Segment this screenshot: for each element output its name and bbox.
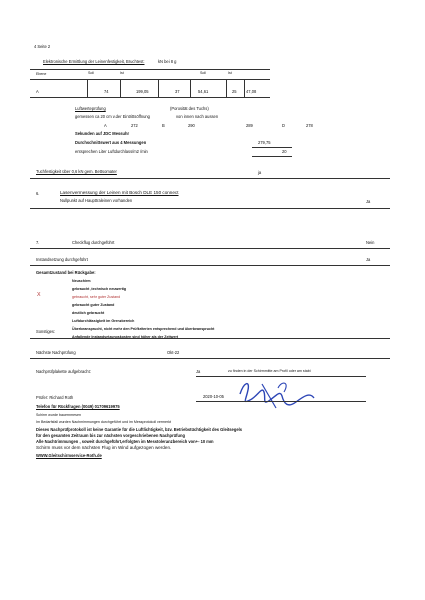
porositaet-label: (Porosität des Tuchs) xyxy=(170,106,209,111)
divider xyxy=(244,79,245,97)
entsprechen-value: 20 xyxy=(282,149,287,154)
selected-mark: X xyxy=(37,292,41,298)
gemessen-label-2: von innen nach aussen xyxy=(176,114,219,119)
instandsetzung-value: Ja xyxy=(366,257,371,262)
tuchfestigkeit-value: ja xyxy=(258,170,262,175)
section5-title-suffix: kN bei 8 g xyxy=(158,59,177,64)
section6-value: Ja xyxy=(366,199,371,204)
divider xyxy=(30,97,270,98)
plakette-label: Nachprüfplakette aufgebracht: xyxy=(36,369,91,374)
value-cell: 74 xyxy=(104,89,109,94)
pruefdatum: 2020-10-05 xyxy=(203,394,224,399)
footer-text: Dieses Nachprüfprotokoll ist keine Garantie für die Luftlichtigkeit, bzv. Betriebstüchtigkeit des Gleitsegels xyxy=(36,427,243,432)
page-header: 4 Seite 2 xyxy=(34,44,51,49)
divider xyxy=(196,401,366,402)
gesamt-item-selected: gebraucht, sehr guter Zustand xyxy=(72,295,121,299)
divider xyxy=(120,79,121,97)
section6-sub: Nullpunkt auf Haupttraleinen vorhanden xyxy=(60,198,133,203)
sonstiges-label: Sonstiges: xyxy=(36,329,56,334)
divider xyxy=(30,69,270,70)
col-ist-1: Ist xyxy=(120,71,124,75)
gemessen-label: gemessen ca 20 cm v.der Eintrittsöffnung xyxy=(75,114,150,119)
col-soll-2: Soll xyxy=(200,71,206,75)
a-value: 272 xyxy=(131,123,138,128)
value-cell: 37 xyxy=(175,89,180,94)
row-label-a: A xyxy=(36,89,39,94)
col-soll-1: Soll xyxy=(88,71,94,75)
b-value: 290 xyxy=(188,123,195,128)
signature xyxy=(236,378,316,412)
divider xyxy=(30,358,390,359)
gesamt-item: Anfallende Instandsetzungskosten sind höher als der Zeitwert xyxy=(72,335,179,339)
divider xyxy=(30,178,390,179)
d-label: D xyxy=(282,123,285,128)
section7-value: Nein xyxy=(366,240,375,245)
durchschnitt-value: 279,75 xyxy=(258,140,271,145)
plakette-value: Ja xyxy=(196,369,201,374)
footer-text: Im Bedarfsfall wurden Nachmimmungen durchgeführt und im Messprotokoll vermerkt xyxy=(36,420,172,424)
luft-label: Luftwerteprüfung xyxy=(75,106,106,111)
footer-text: Alle Nachtrimmungen , soweit durchgeführt,erfolgten im Messtoleranzbereich von+- 10 mm xyxy=(36,439,214,444)
gesamt-item: deutlich gebraucht xyxy=(72,311,105,315)
value-cell: 199,05 xyxy=(136,89,149,94)
tuchfestigkeit-label: Tuchfestigkeit über 0,6 kN gem. Bettsomater xyxy=(36,169,117,174)
section5-title: Elektronische Ermittlung der Leinenfestigkeit, Bruchtest: xyxy=(43,59,145,64)
value-cell: 47,08 xyxy=(246,89,257,94)
divider xyxy=(252,147,292,148)
col-ist-2: Ist xyxy=(228,71,232,75)
section7-num: 7. xyxy=(36,240,40,245)
value-cell: 54,61 xyxy=(198,89,209,94)
section6-title: Lasenvermessung der Leinen mit Bosch DLE 150 connect xyxy=(60,190,179,195)
divider xyxy=(252,156,292,157)
gesamt-item: Neuschirm xyxy=(72,279,91,283)
divider xyxy=(30,208,390,209)
value-cell: 25 xyxy=(232,89,237,94)
footer-text: Schirm wurde bauernmesen xyxy=(36,413,81,417)
gesamt-item: Luftdurchlässigkeit im Grenzbereich xyxy=(72,319,135,323)
a-label: A xyxy=(104,123,107,128)
footer-text: für den gesamten Zeitraum bis zur nächsten vorgeschriebenen Nachprüfung xyxy=(36,433,185,438)
col-ebene: Ebene xyxy=(36,72,47,76)
divider xyxy=(226,79,227,97)
footer-text: Schirm muss vor dem nächsten Flug im Wind aufgezogen werden. xyxy=(36,445,172,450)
divider xyxy=(196,376,366,377)
b-label: B xyxy=(162,123,165,128)
website-link[interactable]: WWW.Gleitschirmservice-Roth.de xyxy=(36,453,102,458)
d-value: 278 xyxy=(306,123,313,128)
gesamt-item: gebraucht ,technisch neuwertig xyxy=(72,287,127,291)
gesamt-item: gebraucht guter Zustand xyxy=(72,303,115,307)
divider xyxy=(30,248,390,249)
c-value: 289 xyxy=(246,123,253,128)
divider xyxy=(30,265,390,266)
entsprechen-label: entsprechen Liter Luftdurchlass/m2 /min xyxy=(75,149,148,154)
sekunden-label: Sekunden auf JDC Messuhr xyxy=(75,131,130,136)
pruefer-label: Prüfer: Richard Roth xyxy=(36,395,74,400)
section7-title: Checkflug durchgeführt xyxy=(72,240,115,245)
section6-num: 6. xyxy=(36,191,40,196)
divider xyxy=(87,79,88,97)
durchschnitt-label: Durchschnittswert aus 4 Messungen xyxy=(75,140,147,145)
naechste-label: Nächste Nachprüfung xyxy=(36,350,76,355)
divider xyxy=(158,79,159,97)
gesamt-item: Überbeansprucht, nicht mehr den Prüfkriterien entsprechend und überbeansprucht xyxy=(72,327,215,331)
naechste-value: Okt-22 xyxy=(167,350,180,355)
plakette-note: zu finden in der Schirmmitte am Profil oder am stabi xyxy=(228,369,311,373)
telefon: Telefon für Rückfragen (0049) 01709619975 xyxy=(36,404,120,409)
gesamtzustand-title: Gesamtzustand bei Rückgabe: xyxy=(36,270,96,275)
divider xyxy=(190,79,191,97)
instandsetzung-label: Instandsetzung durchgeführt xyxy=(36,257,88,262)
divider xyxy=(30,79,270,80)
